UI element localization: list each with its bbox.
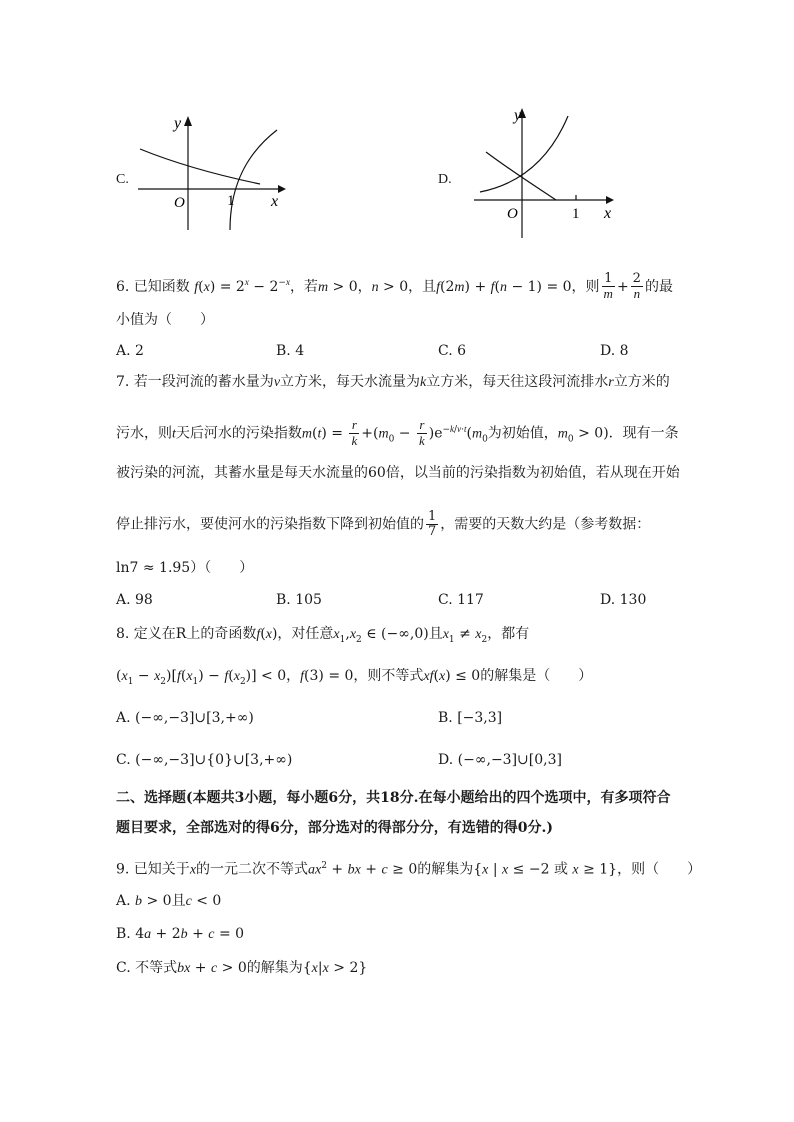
section-2-heading-line-2: 题目要求，全部选对的得6分，部分选对的得部分分，有选错的得0分.) <box>116 820 553 836</box>
section-2-heading-line-1: 二、选择题(本题共3小题，每小题6分，共18分.在每小题给出的四个选项中，有多项符合 <box>116 790 671 806</box>
question-8-line-1: 8. 定义在R上的奇函数f(x)，对任意$x_1,x_2$ ∈ (−∞,0)且$x_1 \ne x_2$，都有 <box>116 626 530 645</box>
q7-option-b: B. 105 <box>276 592 322 608</box>
question-8-line-2: $(x_1 - x_2)[f(x_1) - f(x_2)] < 0$，f(3) = 0，则不等式xf(x) ≤ 0的解集是（ ） <box>116 668 593 687</box>
graph-d-origin-label: O <box>507 206 518 222</box>
question-7-line-1: 7. 若一段河流的蓄水量为v立方米，每天水流量为k立方米，每天往这段河流排水r立方米的 <box>116 374 670 390</box>
option-d-label: D. <box>438 172 452 187</box>
q6-option-b: B. 4 <box>276 343 305 359</box>
q9-option-b: B. 4a + 2b + c = 0 <box>116 926 245 942</box>
graph-d-y-label: y <box>514 107 522 124</box>
graph-c-y-arrow <box>184 116 192 126</box>
question-6-line-1: 6. 已知函数 $f(x) = 2^x - 2^{-x}$，若m > 0，n > 0，且f(2m) + f(n − 1) = 0，则 $\frac{1}{m}$ + $\frac{2}{n}$ 的最 <box>116 271 673 301</box>
graph-d-one-label: 1 <box>572 206 580 222</box>
graph-c-increasing-curve <box>230 130 277 230</box>
graph-d-x-label: x <box>604 205 612 222</box>
q6-option-a: A. 2 <box>116 343 144 359</box>
graph-c-decreasing-curve <box>140 149 260 184</box>
q8-option-c: C. (−∞,−3]∪{0}∪[3,+∞) <box>116 752 293 768</box>
q7-option-a: A. 98 <box>116 592 153 608</box>
q9-option-a: A. b > 0且c < 0 <box>116 893 222 909</box>
graph-d-increasing-curve <box>480 116 568 192</box>
question-7-line-3: 被污染的河流，其蓄水量是每天水流量的60倍，以当前的污染指数为初始值，若从现在开始 <box>116 465 680 481</box>
graph-c-x-label: x <box>271 193 279 210</box>
graph-c-origin-label: O <box>174 195 185 211</box>
question-7-line-2: 污水，则t天后河水的污染指数m(t) = $\frac{r}{k}$ $+(m_0$ − $\frac{r}{k}$ )$e^{-k/v\cdot t}(m_0$为初始值，$m_0 > 0$)．现有一条 <box>116 417 679 448</box>
q8-option-b: B. [−3,3] <box>438 710 503 726</box>
q9-option-c: C. 不等式bx + c > 0的解集为{x|x > 2} <box>116 960 368 976</box>
question-7-line-4: 停止排污水，要使河水的污染指数下降到初始值的 $\frac{1}{7}$ ，需要的天数大约是（参考数据： <box>116 509 651 539</box>
graph-d-x-arrow <box>606 196 614 204</box>
question-9-line-1: 9. 已知关于x的一元二次不等式$ax^2$ + bx + c ≥ 0的解集为{x | x ≤ −2 或 x ≥ 1}，则（ ） <box>116 861 702 878</box>
q8-option-a: A. (−∞,−3]∪[3,+∞) <box>116 710 254 726</box>
q7-option-c: C. 117 <box>438 592 484 608</box>
graph-c <box>132 112 292 234</box>
q7-option-d: D. 130 <box>600 592 647 608</box>
graph-c-y-label: y <box>174 115 182 132</box>
q6-lead: 6. 已知函数 <box>116 279 190 295</box>
graph-c-one-label: 1 <box>227 193 235 209</box>
q6-option-d: D. 8 <box>600 343 629 359</box>
question-6-line-2: 小值为（ ） <box>116 312 214 328</box>
question-7-line-5: ln7 ≈ 1.95）（ ） <box>116 560 254 576</box>
option-c-label: C. <box>116 172 129 187</box>
q6-option-c: C. 6 <box>438 343 467 359</box>
q8-option-d: D. (−∞,−3]∪[0,3] <box>438 752 562 768</box>
graph-c-x-arrow <box>278 185 286 193</box>
graph-d <box>470 104 620 240</box>
